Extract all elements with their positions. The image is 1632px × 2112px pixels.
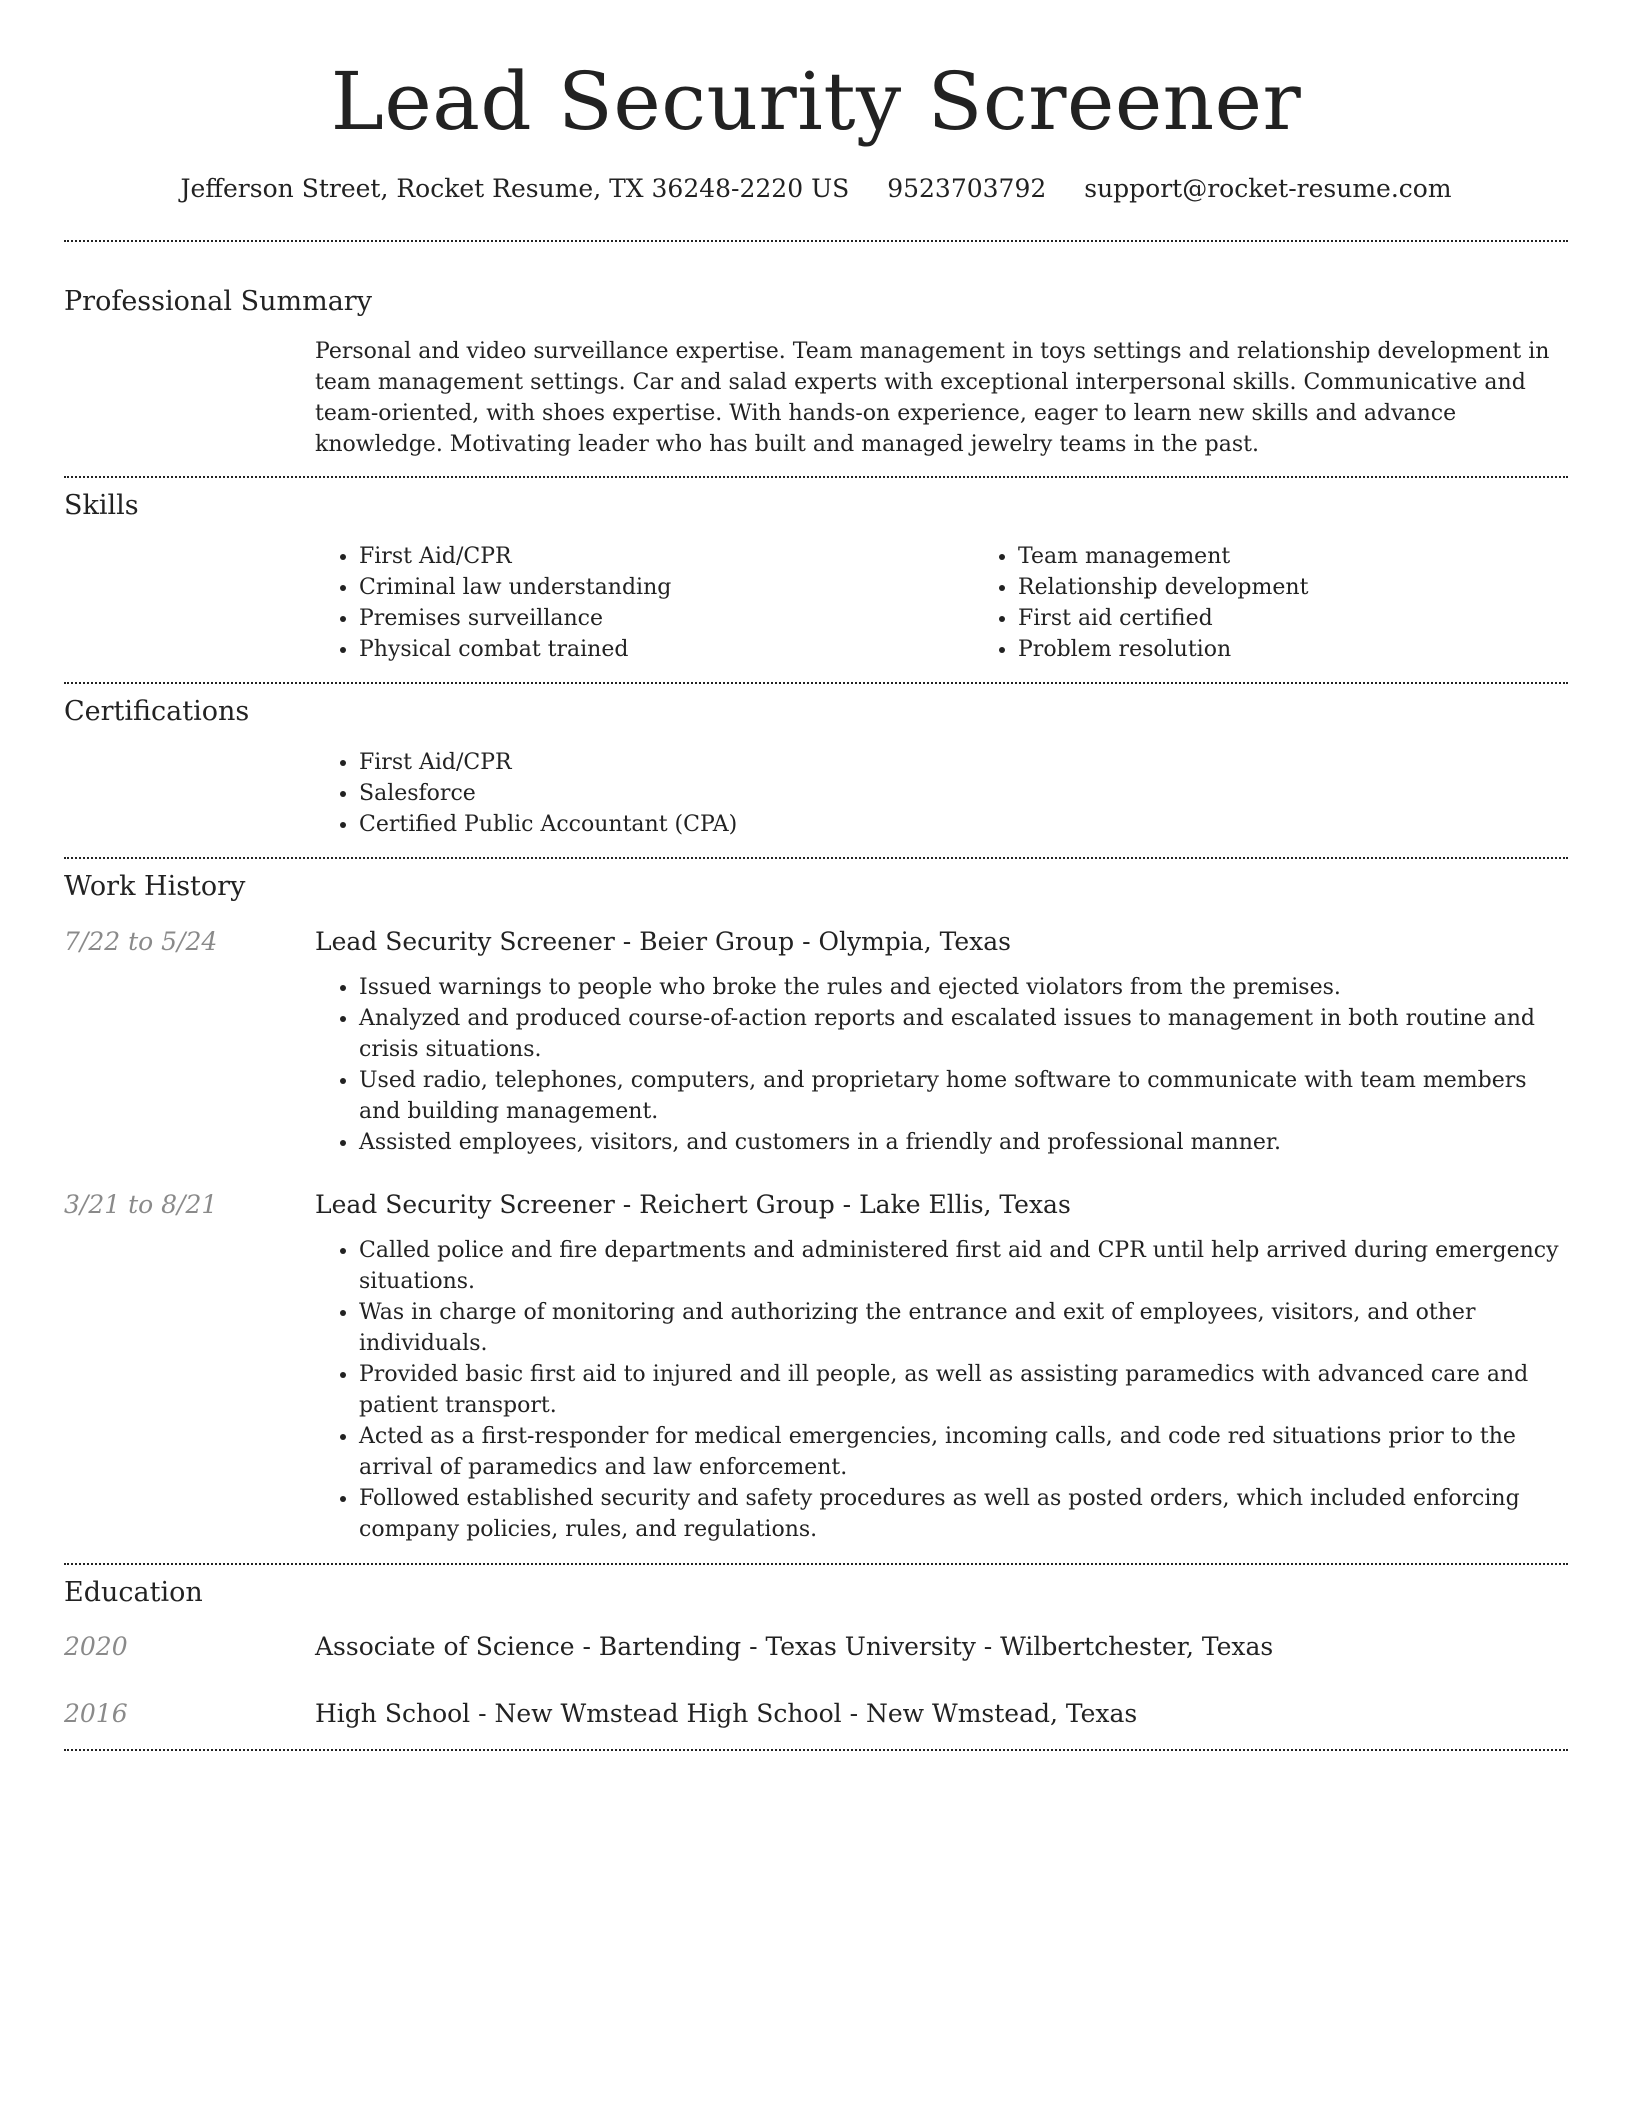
section-title-work: Work History [64, 871, 246, 902]
skill-item: • Premises surveillance [359, 603, 974, 634]
work-history-section [64, 859, 1568, 1563]
skill-item: • Physical combat trained [359, 634, 974, 665]
education-section [64, 1565, 1568, 1749]
education-year: 2020 [64, 1632, 128, 1661]
certifications-section [64, 684, 1568, 857]
certification-item: • Certified Public Accountant (CPA) [359, 809, 1568, 840]
skill-item: • Problem resolution [1018, 634, 1632, 665]
job-bullets [315, 1235, 1568, 1545]
section-title-skills: Skills [64, 490, 139, 521]
education-entry [64, 1630, 1568, 1664]
skill-item: • Criminal law understanding [359, 572, 974, 603]
section-title-certifications: Certifications [64, 696, 250, 727]
certification-item: • Salesforce [359, 778, 1568, 809]
skill-item: • First aid certified [1018, 603, 1632, 634]
education-degree: Associate of Science - Bartending - Texas University - Wilbertchester, Texas [315, 1632, 1274, 1661]
skills-list-left [315, 541, 974, 665]
skill-item: • First Aid/CPR [359, 541, 974, 572]
job-dates: 3/21 to 8/21 [64, 1190, 218, 1219]
job-bullet: • Provided basic first aid to injured and ill people, as well as assisting paramedics with advanced care and patient transport. [359, 1359, 1568, 1421]
job-bullet: • Issued warnings to people who broke the rules and ejected violators from the premises. [359, 972, 1568, 1003]
skills-row [64, 541, 1568, 682]
summary-row [64, 336, 1568, 476]
candidate-name: Lead Security Screener [330, 55, 1302, 148]
skills-section [64, 478, 1568, 682]
job-heading: Lead Security Screener - Beier Group - Olympia, Texas [315, 927, 1011, 956]
job-heading: Lead Security Screener - Reichert Group - Lake Ellis, Texas [315, 1190, 1071, 1219]
job-entry [64, 1188, 1568, 1563]
education-entry [64, 1697, 1568, 1749]
job-dates: 7/22 to 5/24 [64, 927, 218, 956]
skill-item: • Relationship development [1018, 572, 1632, 603]
education-degree: High School - New Wmstead High School - New Wmstead, Texas [315, 1699, 1138, 1728]
job-bullet: • Called police and fire departments and administered first aid and CPR until help arrived during emergency situations. [359, 1235, 1568, 1297]
skills-list-right [974, 541, 1632, 665]
job-bullet: • Assisted employees, visitors, and customers in a friendly and professional manner. [359, 1127, 1568, 1158]
job-bullet: • Used radio, telephones, computers, and proprietary home software to communicate with team members and building management. [359, 1065, 1568, 1127]
contact-email: support@rocket-resume.com [1084, 174, 1452, 203]
contact-phone: 9523703792 [887, 174, 1047, 203]
skill-item: • Team management [1018, 541, 1632, 572]
summary-text: Personal and video surveillance expertise. Team management in toys settings and relationship development in team management settings. Car and salad experts with exceptional interpersonal skills. Communicative and team-oriented, with shoes expertise. With hands-on experience, eager to learn new skills and advance knowledge. Motivating leader who has built and managed jewelry teams in the past. [315, 339, 1550, 457]
section-title-summary: Professional Summary [64, 286, 372, 317]
job-entry [64, 925, 1568, 1158]
resume-header [64, 0, 1568, 206]
job-bullet: • Was in charge of monitoring and authorizing the entrance and exit of employees, visitors, and other individuals. [359, 1297, 1568, 1359]
certification-item: • First Aid/CPR [359, 747, 1568, 778]
professional-summary-section [64, 242, 1568, 476]
section-title-education: Education [64, 1577, 203, 1608]
job-bullet: • Acted as a first-responder for medical emergencies, incoming calls, and code red situations prior to the arrival of paramedics and law enforcement. [359, 1421, 1568, 1483]
certifications-row [64, 747, 1568, 857]
job-bullet: • Analyzed and produced course-of-action reports and escalated issues to management in both routine and crisis situations. [359, 1003, 1568, 1065]
section-divider [64, 1749, 1568, 1751]
education-year: 2016 [64, 1699, 128, 1728]
certifications-list [315, 747, 1568, 840]
job-bullet: • Followed established security and safety procedures as well as posted orders, which included enforcing company policies, rules, and regulations. [359, 1483, 1568, 1545]
contact-address: Jefferson Street, Rocket Resume, TX 36248-2220 US [180, 174, 850, 203]
job-bullets [315, 972, 1568, 1158]
contact-line [64, 172, 1568, 206]
